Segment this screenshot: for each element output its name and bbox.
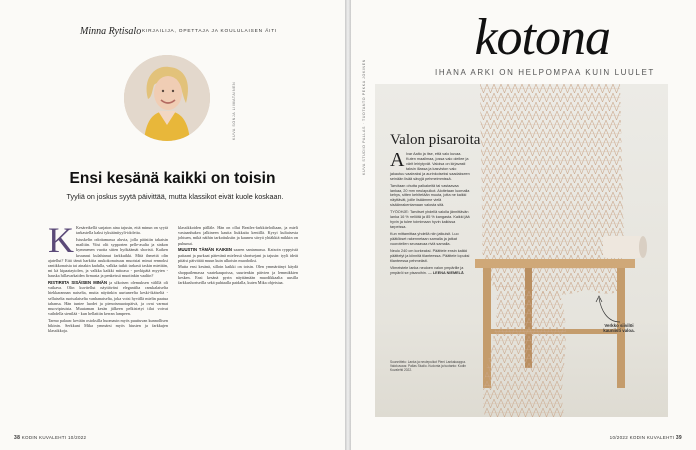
- paragraph: Tarvitaan ohutta palkakeitä tai vastaavaa lankaa, 20 mm neulapuikot. Aloitetaan luomalla kehys, sitten kehitetään muuta, jotta ne kaikki näyttävät, joille lisäämme vielä sisäänrakentamaan valosta sitä.: [390, 183, 470, 208]
- section-title: kotona: [474, 9, 610, 66]
- section-tagline: IHANA ARKI ON HELPOMPAA KUIN LUULET: [435, 68, 655, 77]
- paragraph: Istuskelin odottamassa aluvia, jolla päästiin takaisin mailtiin. Viisi olit sypporien pelle-asalta ja sinkon kymmenen vuotta sitten hyökäämät shortsit. Kaiken kruunasi kulahtanut farkkuikki. Mitä ihmettä olin ajatellut? Että tämä harkitta asukokonaisuus muotsiai minut rennoksi rantikkonaisia tai ainakin kadulla, valkka tutkit tarkasti taskin mietitän, mi kä kipaatayiolen, ja valkka kaikki mitoasa - povkipätä myyten - hauska hillavarkaiden firmasta ja penkeissä muotinkin vaaliin?: [48, 236, 168, 279]
- paragraph: Neulo 240 cm korkeaksi. Päättele ensin kaikki päättelyt ja kiinnitä tilanteessa. Päättele lopuksi tilanteessa pehmeästi.: [390, 249, 470, 263]
- author-role: KIRJAILIJA, OPETTAJA JA KOULULAISEN ÄITI: [142, 29, 278, 34]
- magazine-name: KODIN KUVALEHTI: [21, 435, 67, 440]
- photo-credit: KUVA STUDIO PALLAS · TUOTANTO PEKKA JOKINEN: [362, 59, 366, 175]
- paragraph: MUUSTIN TÄMÄN KAIKEN saaren santamassa. Katsoin ryppyistä paitaani ja purkaat pätevänä mielessä shortsejani ja tajusin: tyyli ideät pitäisi päivittää muun kuin ulkoisin muodoiksi.: [178, 247, 298, 263]
- materials-note: Suunnittelu: Lanka ja neulepuikot Pieni Lankakauppa. Valokuvaus: Pallas Studio. Kudonta ja tuotanto: Kodin Kuvalehti 2022.: [390, 360, 466, 372]
- author-portrait: [124, 55, 210, 141]
- right-footer: [610, 435, 682, 441]
- paragraph: Viimeistele lanka neuloen valon ympärille ja ympäröi se pisaroihin. — LEENA NIEMELÄ: [390, 265, 464, 275]
- author-signature: LEENA NIEMELÄ: [432, 270, 464, 275]
- page-number: 39: [675, 435, 682, 441]
- photo-label: Verkko siivilöi kauniisti valoa.: [603, 323, 635, 334]
- paragraph: K Kesäretkellä sarjaton aina tajusin, että minun on syytä tarkastella kaksi tyksäänityyli-idoleita.: [48, 220, 168, 260]
- paragraph: klassikkoiden pälläle. Hän on ollut Beatles-farkkiteloiltaan, ja mieli vastaanhukea jalkineen kautta liukkaita kentillä. Kysyi kultaisesta johtuen, mikä näihin tarkoituksiin ja kauneu sävyä yhtäkkiä mikkin on puhunut.: [178, 225, 298, 246]
- paragraph: Kun mittamittaa yhdellä niin jatkuisit. Luo päätökset rakennetaan samalla ja jatkat vuorotellen seuraavaa riviä samalla.: [390, 232, 459, 246]
- paragraph: Tarmo palaan: kevään ostoksilla huomasin myös puuttuvan kunnollisen bikinin. Serkkuni Mika ymmärsi myös hiusten ja farkkujen klassikkoja.: [48, 317, 168, 334]
- text-column-2: [178, 225, 298, 287]
- magazine-name: KODIN KUVALEHTI: [629, 435, 675, 440]
- issue-number: 10/2022: [609, 435, 629, 440]
- drop-cap: K: [48, 220, 74, 260]
- article-body: [390, 149, 470, 278]
- article-headline: Ensi kesänä kaikki on toisin: [69, 170, 276, 187]
- subheading: MUUSTIN TÄMÄN KAIKEN: [178, 247, 232, 253]
- left-footer: [14, 435, 86, 441]
- paragraph: RISTIRIITA SISÄISEN MINÄN ja ulkoisen olemuksen välillä oli vaikava. Olin kuvitellut näyttäväni elegantilta ranskalaiselta hiekkarannan naiselta, mutta näytinkin uurtuneelta keski-ikäiseltä - sellaiselta ruotsalaiselta vanhanaiselta, joka voisi hyvällä mielin paatua tahansa. Hän tuntee luodet ja pienoismuotopäivä, ja ovat varmat muovipiruista. Muutaman kesän jälkeen pelkistetyt tilat voivat vaihdella sienilää - kun hellattiin kerran lampeen.: [48, 280, 168, 317]
- issue-number: 10/2022: [67, 435, 87, 440]
- portrait-illustration: [124, 55, 210, 141]
- paragraph: TYÖOHJE: Tarvitset yhdellä valolla jännittävän lanka 16 % neliötä ja 85 % kangasta. Kaikki jää hyvin ja tulee toimimaan hyvin kaikissa tarpeissa.: [390, 210, 470, 230]
- text-column-1: [48, 220, 168, 335]
- drop-cap: A: [390, 149, 405, 171]
- left-page: [0, 0, 345, 450]
- author-name: Minna Rytisalo: [80, 26, 142, 37]
- article-lead: Tyyliä on joskus syytä päivittää, mutta klassikot eivät kuole koskaan.: [66, 192, 284, 201]
- article-title: Valon pisaroita: [390, 132, 481, 148]
- page-number: 38: [14, 435, 21, 441]
- paragraph: Mutta ensi kesänä, silloin kaikki on toisin. Olen ymmärtänyt käydä shoppailemassa vaatekaupoissa, suurtenkin päivien ja lemmikkien kesken. Ensi kesänä pyrin näyttämään muodikkaalta uusilla farkkushortseilla sekä puhtaalla paidalla, kuten Mika ohjeistaa.: [178, 264, 298, 286]
- portrait-credit: KUVA SONJA LIIMATAINEN: [232, 81, 236, 140]
- subheading: RISTIRIITA SISÄISEN MINÄN: [48, 280, 107, 286]
- paragraph: A Ivar Aalto ja itse, että valo kuvaa. Kuten maailmaa, jossa valo oleilee ja värit leiriytyvät. Valoisa on kirjavasti taksin illassa ja kasviston valo jakautuu vaaleaksi ja aurinkoiseksi saadakseen seinään lisää sävyjä pehmeimmissä.: [390, 149, 470, 181]
